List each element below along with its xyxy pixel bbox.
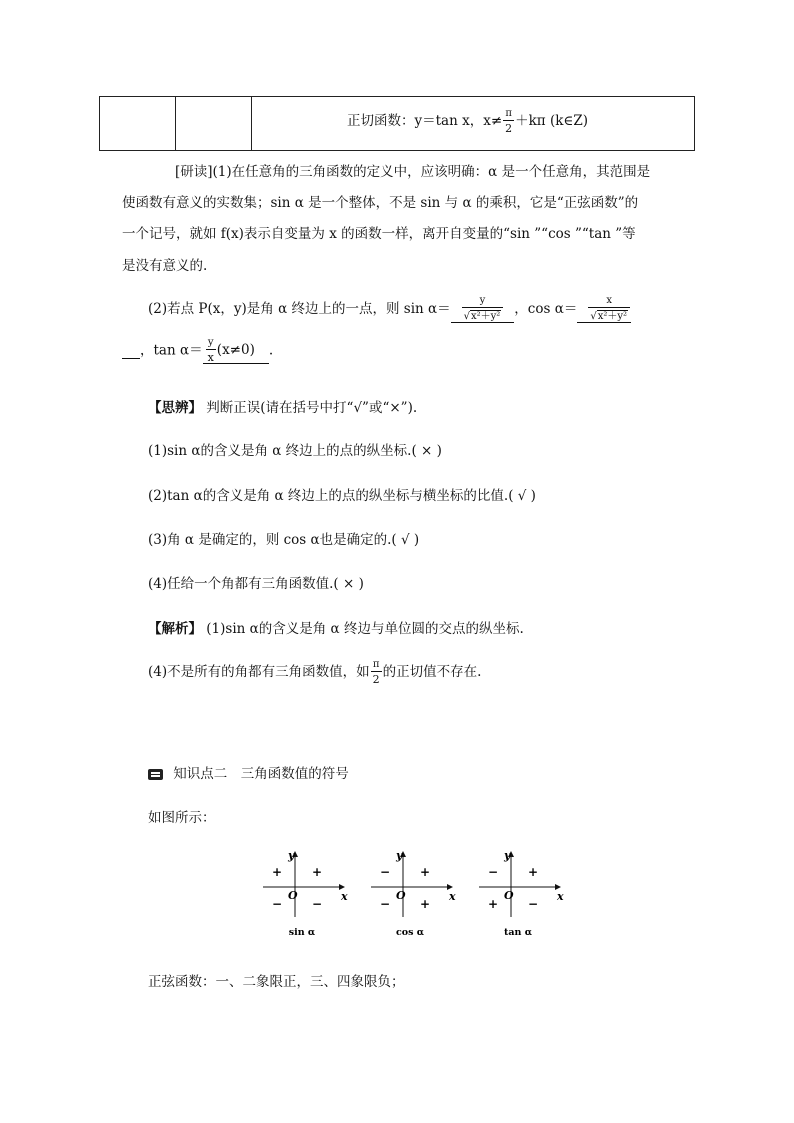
yandu-line-1: [研读](1)在任意角的三角函数的定义中，应该明确：α 是一个任意角，其范围是: [175, 164, 651, 180]
origin-label: O: [504, 889, 514, 902]
judgement-item-4: (4)任给一个角都有三角函数值.( × ): [148, 576, 364, 592]
sign-diagram: [371, 849, 456, 938]
section-intro: 如图所示：: [148, 810, 216, 826]
quadrant-1-sign: +: [527, 865, 539, 879]
sibian-heading: [148, 396, 417, 416]
quadrant-4-sign: −: [311, 897, 323, 911]
cos-fraction: $\frac{x}{\text{√x²＋y²}}$: [588, 296, 630, 322]
quadrant-2-sign: −: [487, 865, 499, 879]
sine-sign-conclusion: 正弦函数：一、二象限正，三、四象限负；: [148, 974, 405, 990]
quadrant-sign-diagrams: [255, 845, 565, 945]
quadrant-3-sign: +: [487, 897, 499, 911]
y-axis-label: y: [288, 849, 295, 862]
jiexi-line-1: [148, 617, 524, 637]
tan-answer-blank: [203, 338, 269, 364]
quadrant-3-sign: −: [379, 897, 391, 911]
cos-prefix: ，cos α＝: [514, 301, 578, 317]
sin-fraction: $\frac{y}{\text{√x²＋y²}}$: [462, 296, 504, 322]
tangent-domain-cell: [347, 109, 588, 134]
tangent-domain-tail: ＋kπ (k∈Z): [515, 113, 589, 129]
y-axis-label: y: [504, 849, 511, 862]
sibian-instruction: 判断正误(请在括号中打“√”或“×”).: [202, 400, 418, 416]
table-divider: [251, 97, 252, 150]
table-divider: [175, 97, 176, 150]
tan-prefix: ，tan α＝: [140, 342, 203, 359]
quadrant-2-sign: +: [271, 865, 283, 879]
definition-line: [148, 296, 631, 323]
origin-label: O: [396, 889, 406, 902]
sign-diagram: [263, 849, 348, 938]
quadrant-3-sign: −: [271, 897, 283, 911]
yandu-line-4: 是没有意义的.: [122, 258, 208, 274]
jiexi-line-2: (4)不是所有的角都有三角函数值，如 $\frac{\pi}{2}$ 的正切值不存在.: [148, 659, 482, 686]
yandu-line-3: 一个记号，就如 f(x)表示自变量为 x 的函数一样，离开自变量的“sin ”“cos ”“tan ”等: [122, 226, 636, 242]
book-icon: [148, 769, 163, 780]
y-axis-label: y: [396, 849, 403, 862]
sin-answer-blank: [451, 296, 515, 323]
jiexi-text-1: (1)sin α的含义是角 α 终边与单位圆的交点的纵坐标.: [202, 621, 524, 637]
quadrant-1-sign: +: [311, 865, 323, 879]
x-axis-label: x: [557, 890, 564, 903]
section-title: 知识点二 三角函数值的符号: [173, 766, 349, 782]
tangent-definition: 正切函数：y＝tan x，x≠: [347, 113, 503, 129]
sqrt-symbol: √x²＋y²: [590, 311, 628, 322]
diagram-caption: sin α: [288, 927, 316, 938]
diagram-caption: tan α: [503, 927, 533, 938]
cos-answer-blank: [577, 296, 631, 323]
x-axis-label: x: [449, 890, 456, 903]
sibian-label: 【思辨】: [148, 400, 202, 416]
x-axis-label: x: [341, 890, 348, 903]
origin-label: O: [288, 889, 298, 902]
function-table-row: [99, 96, 695, 151]
tan-condition: (x≠0): [216, 342, 255, 358]
blank-continuation: [122, 344, 140, 359]
quadrant-4-sign: +: [419, 897, 431, 911]
pi-over-2-fraction: $\frac{\pi}{2}$: [505, 108, 513, 135]
quadrant-1-sign: +: [419, 865, 431, 879]
quadrant-2-sign: −: [379, 865, 391, 879]
section-heading: [148, 762, 349, 782]
quadrant-4-sign: −: [527, 897, 539, 911]
judgement-item-3: (3)角 α 是确定的，则 cos α也是确定的.( √ ): [148, 532, 420, 548]
pi-over-2-fraction: $\frac{\pi}{2}$: [372, 659, 380, 686]
judgement-item-2: (2)tan α的含义是角 α 终边上的点的纵坐标与横坐标的比值.( √ ): [148, 488, 536, 504]
jiexi-label: 【解析】: [148, 621, 202, 637]
judgement-item-1: (1)sin α的含义是角 α 终边上的点的纵坐标.( × ): [148, 443, 442, 459]
tan-definition-line: ，tan α＝ $\frac{y}{x}$ (x≠0) .: [122, 338, 273, 364]
sign-diagram: [479, 849, 564, 938]
tan-fraction: $\frac{y}{x}$: [207, 337, 214, 364]
sqrt-symbol: √x²＋y²: [463, 311, 501, 322]
diagram-caption: cos α: [395, 927, 425, 938]
definition-prefix: (2)若点 P(x，y)是角 α 终边上的一点，则 sin α＝: [148, 301, 451, 317]
yandu-line-2: 使函数有意义的实数集；sin α 是一个整体，不是 sin 与 α 的乘积，它是“正弦函数”的: [122, 195, 639, 211]
